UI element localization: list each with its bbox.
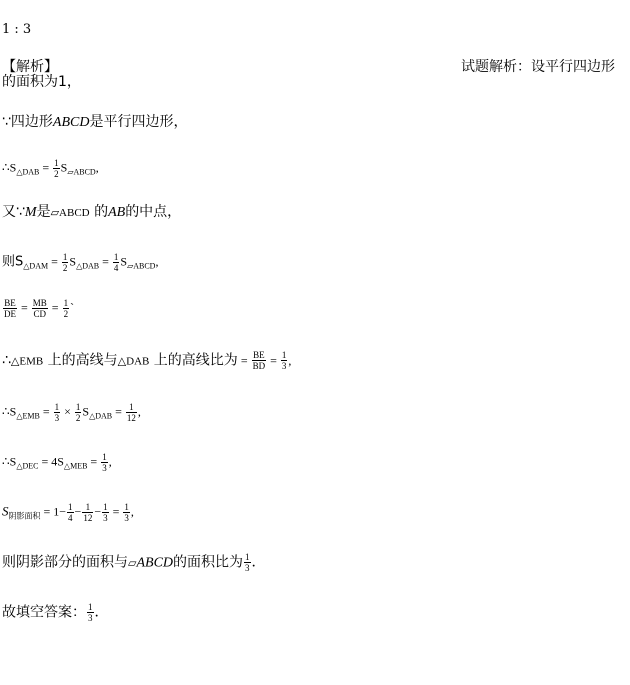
ratio-be-de: $\frac{BE}{DE}$ = $\frac{MB}{CD}$ = $\frac{1}{2}$ ` (4, 298, 75, 319)
area-dec-equation: $\therefore S_{\triangle DEC} = 4S_{\triangle MEB}$ = $\frac{1}{3}$ , (2, 452, 112, 473)
analysis-label: 【解析】 (2, 59, 58, 75)
area-ratio-conclusion: 则阴影部分的面积与▱ABCD的面积比为 $\frac{1}{3}$ ． (2, 552, 266, 573)
answer-ratio: 1 : 3 (2, 22, 32, 37)
shaded-area-equation: $S_{阴影面积} = 1-$ $\frac{1}{4}$ − $\frac{1}{12}$ − $\frac{1}{3}$ = $\frac{1}{3}$ , (2, 502, 134, 523)
midpoint-statement: 又∵M是▱ABCD 的AB的中点， (2, 204, 182, 220)
premise-line: ∵四边形ABCD是平行四边形， (2, 114, 188, 130)
area-emb-equation: $\therefore S_{\triangle EMB}$ = $\frac{1}{3}$ × $\frac{1}{2}$ $S_{\triangle DAB}$ = $\frac{1}{12}$ , (2, 402, 141, 423)
analysis-intro: 试题解析：设平行四边形 (461, 59, 615, 75)
area-dab-equation: $\therefore S_{\triangle DAB}$ = $\frac{1}{2}$ $S_{▱ABCD}$, (2, 158, 99, 179)
area-dam-equation: 则$S_{\triangle DAM}$ = $\frac{1}{2}$ $S_{\triangle DAB}$ = $\frac{1}{4}$ $S_{▱ABCD}$, (2, 252, 159, 273)
analysis-intro-continued: 的面积为1， (2, 74, 81, 90)
final-answer-line: 故填空答案： $\frac{1}{3}$ ． (2, 602, 109, 623)
height-ratio-statement: ∴△EMB 上的高线与△DAB 上的高线比为 = $\frac{BE}{BD}$ = $\frac{1}{3}$ , (2, 350, 292, 371)
